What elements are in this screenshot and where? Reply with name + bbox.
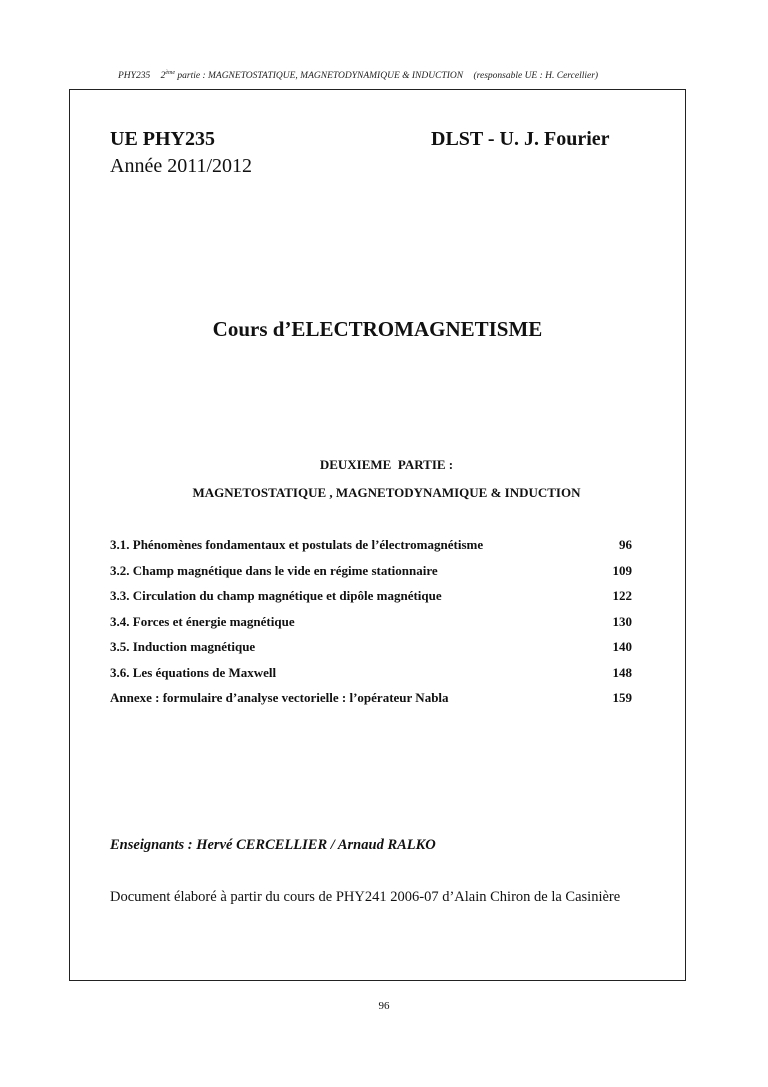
document-note: Document élaboré à partir du cours de PHY241 2006-07 d’Alain Chiron de la Casinière [110, 889, 621, 905]
part-subtitle: MAGNETOSTATIQUE , MAGNETODYNAMIQUE & INDUCTION [192, 485, 581, 500]
toc-title: 3.1. Phénomènes fondamentaux et postulats de l’électromagnétisme [110, 537, 484, 552]
toc-row [110, 614, 632, 640]
toc-row [110, 537, 632, 563]
toc-page: 159 [612, 690, 632, 705]
toc-row [110, 563, 632, 589]
toc-page: 140 [612, 639, 632, 654]
toc-row [110, 690, 632, 716]
toc-title: 3.6. Les équations de Maxwell [110, 664, 277, 680]
header-part-number: 2 [160, 71, 166, 82]
header-part-text: partie : MAGNETOSTATIQUE, MAGNETODYNAMIQUE & INDUCTION [177, 71, 464, 82]
toc-row [110, 588, 632, 614]
page-number: 96 [378, 1000, 390, 1012]
header-part-suffix: ème [165, 70, 175, 76]
toc-row [110, 665, 632, 691]
running-header [118, 70, 678, 81]
institution: DLST - U. J. Fourier [431, 128, 610, 150]
toc-title: 3.3. Circulation du champ magnétique et dipôle magnétique [110, 588, 442, 603]
toc-page: 130 [612, 613, 632, 629]
toc-title: 3.2. Champ magnétique dans le vide en régime stationnaire [110, 562, 438, 578]
table-of-contents [110, 537, 632, 716]
toc-page: 148 [612, 664, 632, 680]
toc-title: Annexe : formulaire d’analyse vectorielle : l’opérateur Nabla [110, 690, 449, 705]
teachers: Enseignants : Hervé CERCELLIER / Arnaud RALKO [110, 837, 436, 853]
header-course: PHY235 [118, 71, 151, 82]
toc-title: 3.4. Forces et énergie magnétique [110, 613, 295, 629]
academic-year: Année 2011/2012 [110, 155, 253, 177]
toc-page: 109 [612, 562, 632, 578]
toc-page: 122 [612, 588, 632, 603]
part-label: DEUXIEME PARTIE : [319, 457, 454, 472]
course-title: Cours d’ELECTROMAGNETISME [212, 317, 543, 341]
toc-row [110, 639, 632, 665]
header-responsable: (responsable UE : H. Cercellier) [473, 71, 599, 82]
ue-code: UE PHY235 [110, 128, 215, 150]
toc-title: 3.5. Induction magnétique [110, 639, 256, 654]
toc-page: 96 [619, 537, 632, 552]
header-part [161, 71, 464, 81]
